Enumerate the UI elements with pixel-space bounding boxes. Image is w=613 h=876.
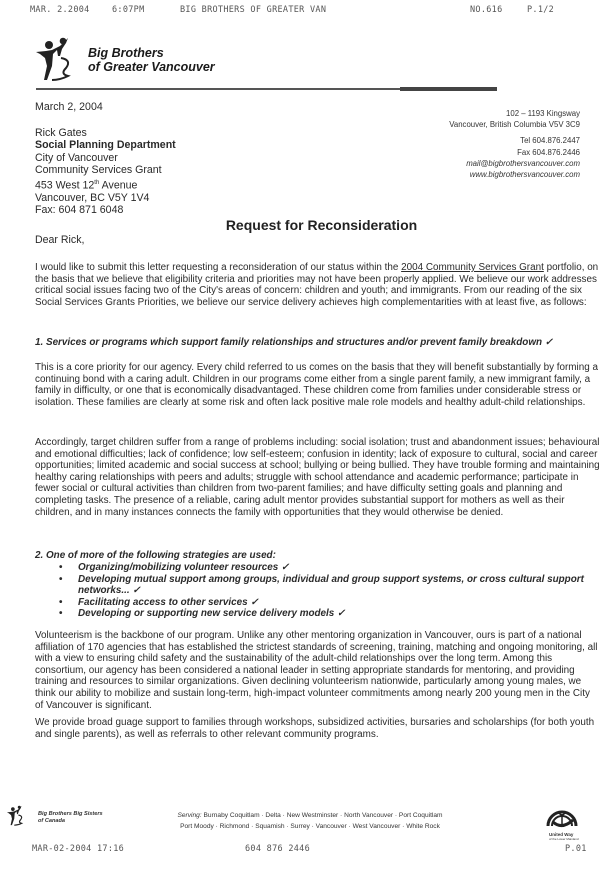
fax-footer-page: P.01	[565, 844, 587, 854]
letterhead-divider-accent	[400, 87, 497, 91]
national-org-name: Big Brothers Big Sisters of Canada	[38, 811, 103, 824]
bullet-item: • Developing mutual support among groups, individual and group support systems, or cross cultural support networks... ✓	[35, 574, 600, 597]
sender-address-line1: 102 – 1193 Kingsway	[506, 109, 580, 118]
section-1-paragraph-1: This is a core priority for our agency. Every child referred to us comes on the basis that they will benefit substantially by forming a continuing bond with a caring adult. Children in our programs come either from a single parent family, a new immigrant family, a family in difficulty, or one that is economically disadvantaged. These children come from families under considerable stress or isolation. These families are clearly at some risk and often lack positive male role models and healthy adult-child relationships.	[35, 362, 598, 408]
national-org-logo-icon	[6, 805, 28, 827]
intro-paragraph: I would like to submit this letter requesting a reconsideration of our status within the 2004 Community Services Grant portfolio, on the basis that we believe that eligibility criteria and priorities may not have been properly applied. We believe our work addresses critical social issues facing two of the City's areas of concern: children and youth; and immigrants. From our reading of the six Social Services Grants Priorities, we believe our service delivery achieves high complementarities with at least five, as follows:	[35, 262, 599, 308]
recipient-city: Vancouver, BC V5Y 1V4	[35, 191, 150, 204]
fax-footer-datetime: MAR-02-2004 17:16	[32, 844, 125, 854]
letter-title: Request for Reconsideration	[225, 217, 418, 233]
fax-header-sender: BIG BROTHERS OF GREATER VAN	[180, 5, 327, 15]
bullet-item: • Developing or supporting new service delivery models ✓	[35, 608, 600, 620]
recipient-program: Community Services Grant	[35, 164, 162, 177]
united-way-label: United Way of the Lower Mainland	[549, 832, 579, 841]
fax-header-number: NO.616	[470, 5, 503, 15]
sender-contact-block	[340, 108, 580, 180]
fax-header-date: MAR. 2.2004	[30, 5, 90, 15]
fax-header-page: P.1/2	[527, 5, 555, 15]
org-name-line1: Big Brothers	[88, 46, 164, 60]
sender-email[interactable]: mail@bigbrothersvancouver.com	[466, 158, 580, 168]
recipient-org: City of Vancouver	[35, 151, 118, 164]
section-2-heading: 2. One of more of the following strategies are used:	[35, 550, 276, 561]
fax-footer-number: 604 876 2446	[245, 844, 311, 854]
two-figures-logo-icon	[34, 36, 82, 84]
section-2-paragraph-1: Volunteerism is the backbone of our program. Unlike any other mentoring organization in Vancouver, ours is part of a national affiliation of 170 agencies that has established the strictest standards of screening, training, matching and ongoing monitoring, all with a view to ensuring child safety and the sustainability of the adult-child relationships over the long term. Among this consortium, our agency has been considered a national leader in setting appropriate standards for mentoring, and providing training and resources to similar organizations. Given declining volunteerism nationwide, particularly among young males, we think our ability to mobilize and sustain long-term, high-impact volunteer commitments among nearly 200 young men in the City of Vancouver is significant.	[35, 630, 598, 711]
fax-header-time: 6:07PM	[112, 5, 145, 15]
sender-address-line2: Vancouver, British Columbia V5V 3C9	[449, 120, 580, 130]
sender-fax: Fax 604.876.2446	[517, 147, 580, 157]
recipient-name: Rick Gates	[35, 127, 87, 139]
united-way-logo-icon	[545, 800, 579, 830]
recipient-street: 453 West 12th Avenue	[35, 179, 138, 192]
letter-date: March 2, 2004	[35, 101, 103, 113]
bullet-item: • Facilitating access to other services ✓	[35, 597, 600, 609]
sender-tel: Tel 604.876.2447	[520, 136, 580, 146]
recipient-fax: Fax: 604 871 6048	[35, 203, 124, 216]
grant-portfolio-link: 2004 Community Services Grant	[401, 262, 544, 273]
salutation: Dear Rick,	[35, 234, 85, 246]
section-2-paragraph-2: We provide broad guage support to families through workshops, subsidized activities, bursaries and scholarships (for both youth and single parents), as well as referrals to other relevant community programs.	[35, 717, 595, 740]
section-1-paragraph-2: Accordingly, target children suffer from a range of problems including: social isolation; trust and abandonment issues; behavioural and emotional difficulties; lack of confidence; low self-esteem; confusion in identity; lack of exposure to cultural, social and career opportunities; limited academic and social success at school; bullying or being bullied. They have trouble forming and maintaining healthy caring relationships with peers and adults; struggle with school attendance and academic performance; participate in fewer social or cultural activities than children from two-parent families; and have difficulty setting goals and planning and completing tasks. The presence of a reliable, caring adult mentor provides substantial support for mothers as well as their children, and in many instances connects the family with opportunities that they would otherwise be denied.	[35, 437, 600, 518]
section-1-heading: 1. Services or programs which support family relationships and structures and/or prevent family breakdown ✓	[35, 337, 554, 348]
sender-website[interactable]: www.bigbrothersvancouver.com	[469, 170, 580, 180]
bullet-item: • Organizing/mobilizing volunteer resources ✓	[35, 562, 600, 574]
section-2-bullet-list	[35, 562, 600, 620]
service-areas: Serving: Burnaby Coquitlam · Delta · New Westminster · North Vancouver · Port Coquitlam Port Moody · Richmond · Squamish · Surrey · Vancouver · West Vancouver · White Rock	[177, 812, 443, 830]
recipient-department: Social Planning Department	[35, 139, 176, 152]
recipient-block	[35, 127, 176, 216]
org-name-line2: of Greater Vancouver	[88, 60, 215, 74]
